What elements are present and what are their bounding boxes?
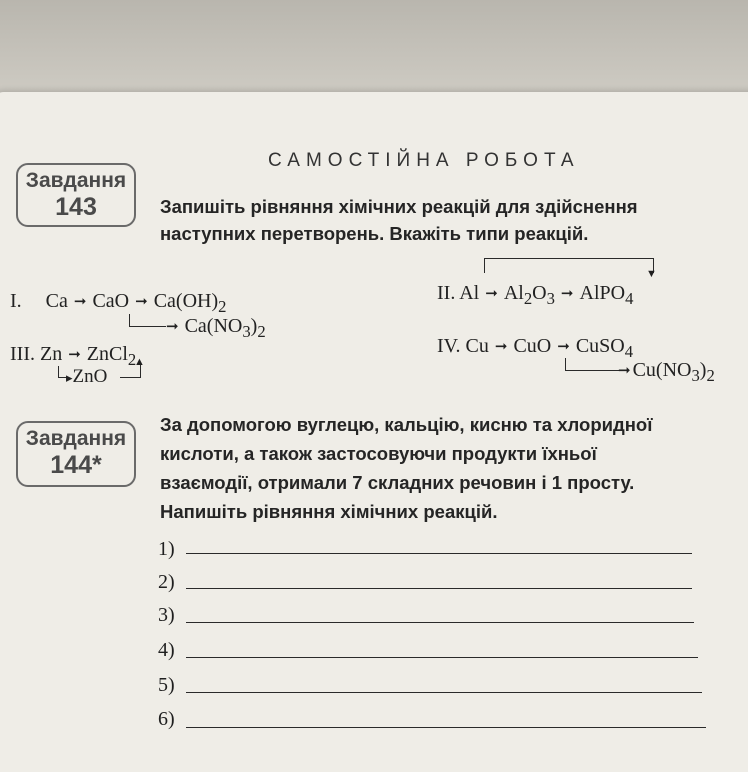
- branch-connector: [129, 314, 166, 327]
- scheme-I-b: CaO: [92, 290, 130, 312]
- scheme-III-a: Zn: [39, 343, 63, 365]
- answer-number-3: 3): [158, 604, 175, 626]
- section-title: САМОСТІЙНА РОБОТА: [268, 150, 580, 171]
- scheme-II-b: $Al_2O_3$: [503, 282, 555, 308]
- scheme-II-c: AlPO$_4$: [579, 282, 634, 308]
- scheme-I-d-wrap: [166, 315, 266, 342]
- badge-number: 143: [55, 193, 97, 221]
- scheme-I-d: $Ca(NO_3)_2$: [184, 315, 266, 341]
- badge-word: Завдання: [25, 169, 127, 192]
- arrow-icon: ➞: [618, 363, 631, 379]
- answer-line-3[interactable]: [186, 622, 694, 623]
- arrow-icon: ➞: [166, 319, 179, 335]
- answer-line-6[interactable]: [186, 727, 706, 728]
- task-144-line-3: взаємодії, отримали 7 складних речовин і 1 просту.: [160, 472, 635, 493]
- task-144-badge: [16, 421, 136, 487]
- arrow-icon: ▸: [66, 370, 73, 385]
- bracket-connector: [484, 258, 654, 273]
- branch-connector: [565, 358, 622, 371]
- scheme-III-c: ZnO: [72, 366, 108, 387]
- task-144-line-2: кислоти, а також застосовуючи продукти їхньої: [160, 443, 597, 464]
- task-144-line-1: За допомогою вуглецю, кальцію, кисню та хлоридної: [160, 414, 653, 435]
- scheme-I-a: Ca: [45, 290, 68, 312]
- scheme-I-label: I.: [10, 290, 22, 312]
- scheme-III-c-wrap: [66, 366, 107, 388]
- answer-number-2: 2): [158, 571, 175, 593]
- scheme-IV-a: Cu: [465, 335, 489, 357]
- scheme-IV-b: CuO: [513, 335, 552, 357]
- arrow-icon: ➞: [560, 286, 574, 302]
- scheme-IV-d: $Cu(NO_3)_2$: [632, 359, 715, 385]
- task-144-line-4: Напишіть рівняння хімічних реакцій.: [160, 501, 498, 522]
- scheme-IV-c: CuSO$_4$: [575, 335, 634, 361]
- scheme-IV-d-wrap: [620, 359, 715, 386]
- scheme-III-b: ZnCl$_2$: [86, 343, 137, 369]
- scheme-II-a: Al: [459, 282, 480, 304]
- scheme-I-c: $Ca(OH)_2$: [153, 290, 227, 316]
- scheme-II: [437, 282, 633, 309]
- answer-line-2[interactable]: [186, 588, 692, 589]
- background-surface: [0, 0, 748, 100]
- arrow-icon: ➞: [557, 339, 570, 355]
- arrow-icon: ➞: [494, 339, 508, 355]
- task-143-badge: [16, 163, 136, 227]
- arrow-icon: ➞: [68, 347, 81, 363]
- badge-number: 144*: [50, 451, 102, 479]
- task-143-line-1: Запишіть рівняння хімічних реакцій для здійснення: [160, 196, 638, 217]
- arrow-down-icon: ▼: [646, 268, 657, 280]
- answer-number-6: 6): [158, 708, 175, 730]
- answer-number-4: 4): [158, 639, 175, 661]
- arrow-up-icon: ▲: [134, 356, 145, 368]
- scheme-III-label: III.: [10, 343, 35, 365]
- badge-word: Завдання: [25, 427, 127, 450]
- arrow-icon: ➞: [485, 286, 498, 302]
- task-143-line-2: наступних перетворень. Вкажіть типи реакцій.: [160, 223, 589, 244]
- scheme-IV-label: IV.: [437, 335, 461, 357]
- arrow-icon: ➞: [73, 294, 87, 310]
- answer-number-5: 5): [158, 674, 175, 696]
- scheme-II-label: II.: [437, 282, 456, 304]
- answer-line-5[interactable]: [186, 692, 702, 693]
- answer-line-4[interactable]: [186, 657, 698, 658]
- scheme-I: [10, 290, 226, 317]
- arrow-icon: ➞: [135, 294, 148, 310]
- answer-line-1[interactable]: [186, 553, 692, 554]
- answer-number-1: 1): [158, 538, 175, 560]
